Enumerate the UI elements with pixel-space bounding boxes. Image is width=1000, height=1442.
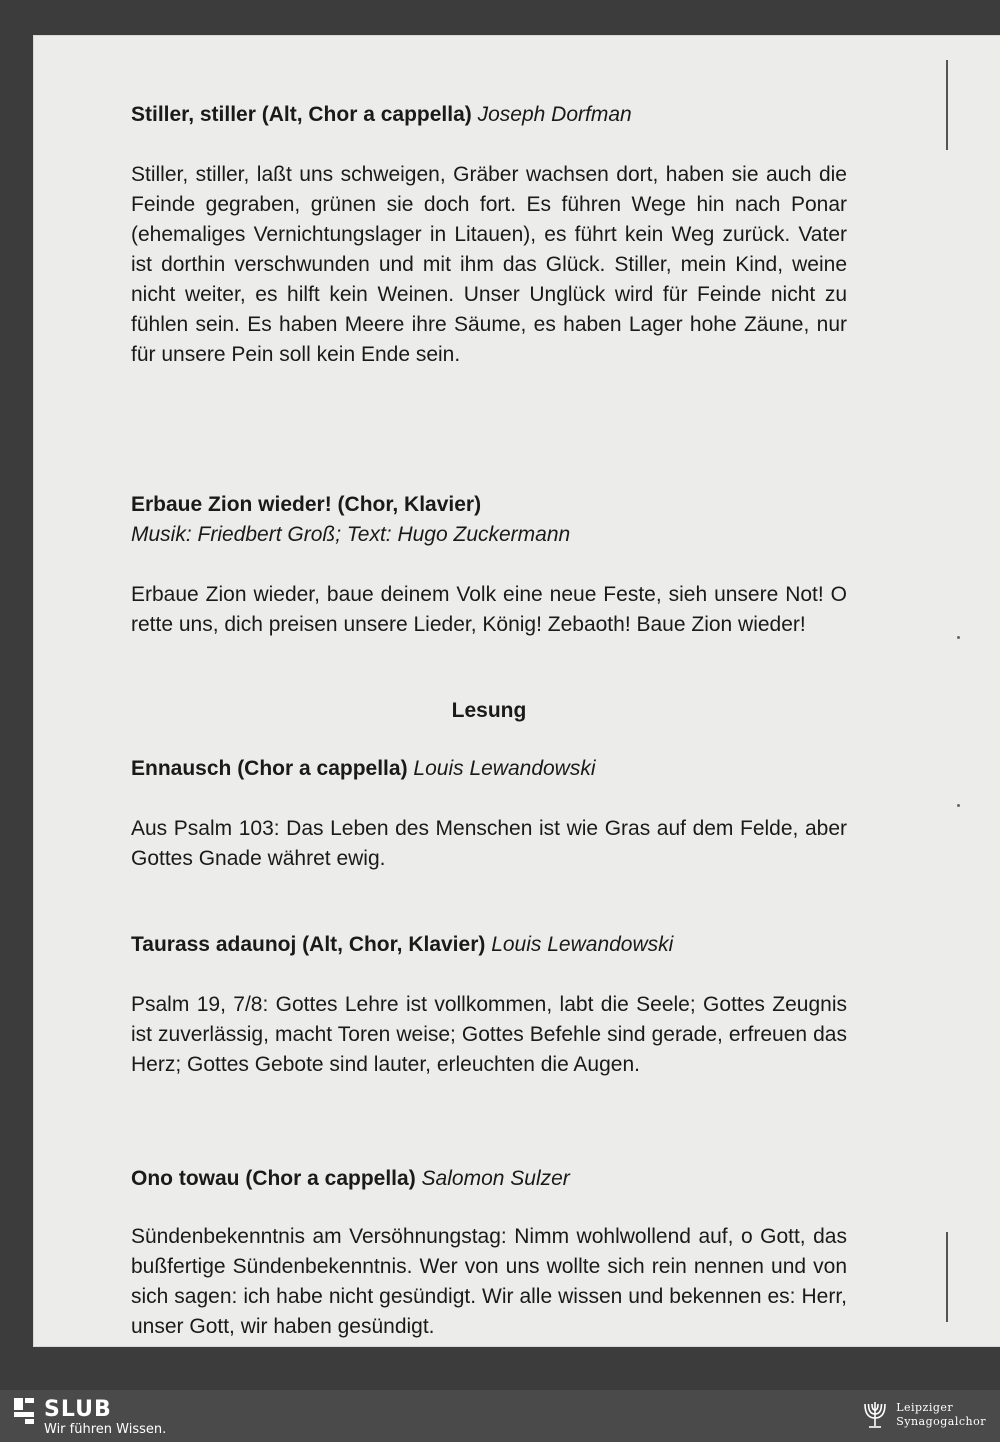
- slub-tagline: Wir führen Wissen.: [44, 1422, 167, 1437]
- program-entry: [131, 1164, 847, 1194]
- piece-description: Stiller, stiller, laßt uns schweigen, Gräber wachsen dort, haben sie auch die Feinde gegraben, grünen sie doch fort. Es führen Wege hin nach Ponar (ehemaliges Vernichtungslager in Litauen), es führt kein Weg zurück. Vater ist dorthin verschwunden und mit ihm das Glück. Stiller, mein Kind, weine nicht weiter, es hilft kein Weinen. Unser Unglück wird für Feinde nicht zu fühlen sein. Es haben Meere ihre Säume, es haben Lager hohe Zäune, nur für unsere Pein soll kein Ende sein.: [131, 163, 847, 366]
- menorah-icon: [862, 1400, 888, 1430]
- piece-title: Ono towau (Chor a cappella): [131, 1167, 416, 1190]
- piece-title-line: [131, 930, 847, 960]
- piece-description: Erbaue Zion wieder, baue deinem Volk eine neue Feste, sieh unsere Not! O rette uns, dich preisen unsere Lieder, König! Zebaoth! Baue Zion wieder!: [131, 583, 847, 636]
- piece-title-line: [131, 100, 847, 130]
- fold-line-bottom: [946, 1232, 948, 1322]
- piece-title: Taurass adaunoj (Alt, Chor, Klavier): [131, 933, 486, 956]
- program-entry: [131, 930, 847, 960]
- punch-mark: [957, 804, 960, 807]
- slub-logo-icon: [14, 1398, 36, 1424]
- punch-mark: [957, 636, 960, 639]
- document-page: [34, 36, 1000, 1346]
- reading-heading: Lesung: [451, 699, 527, 722]
- piece-description: Aus Psalm 103: Das Leben des Menschen ist wie Gras auf dem Felde, aber Gottes Gnade währet ewig.: [131, 817, 847, 870]
- choir-name-line2: Synagogalchor: [896, 1415, 986, 1428]
- piece-description: Psalm 19, 7/8: Gottes Lehre ist vollkommen, labt die Seele; Gottes Zeugnis ist zuverlässig, macht Toren weise; Gottes Befehle sind gerade, erfreuen das Herz; Gottes Gebote sind lauter, erleuchten die Augen.: [131, 993, 847, 1076]
- viewer-footer: [0, 1390, 1000, 1442]
- fold-line-top: [946, 60, 948, 150]
- piece-description: Sündenbekenntnis am Versöhnungstag: Nimm wohlwollend auf, o Gott, das bußfertige Sündenbekenntnis. Wer von uns wollte sich rein nennen und von sich sagen: ich habe nicht gesündigt. Wir alle wissen und bekennen es: Herr, unser Gott, wir haben gesündigt.: [131, 1225, 847, 1338]
- piece-title-line: [131, 1164, 847, 1194]
- choir-name-line1: Leipziger: [896, 1401, 954, 1414]
- composer-name: Louis Lewandowski: [491, 933, 674, 956]
- piece-title: Stiller, stiller (Alt, Chor a cappella): [131, 103, 472, 126]
- composer-name: Salomon Sulzer: [421, 1167, 570, 1190]
- program-entry: [131, 754, 847, 784]
- piece-title: Erbaue Zion wieder! (Chor, Klavier): [131, 493, 482, 516]
- program-entry: [131, 100, 847, 130]
- piece-credits: Musik: Friedbert Groß; Text: Hugo Zuckermann: [131, 523, 571, 546]
- piece-title-line: [131, 754, 847, 784]
- slub-logo[interactable]: [14, 1398, 166, 1438]
- composer-name: Louis Lewandowski: [413, 757, 596, 780]
- composer-name: Joseph Dorfman: [477, 103, 632, 126]
- slub-name: SLUB: [44, 1397, 112, 1422]
- piece-title: Ennausch (Chor a cappella): [131, 757, 408, 780]
- synagogalchor-logo: [862, 1400, 986, 1430]
